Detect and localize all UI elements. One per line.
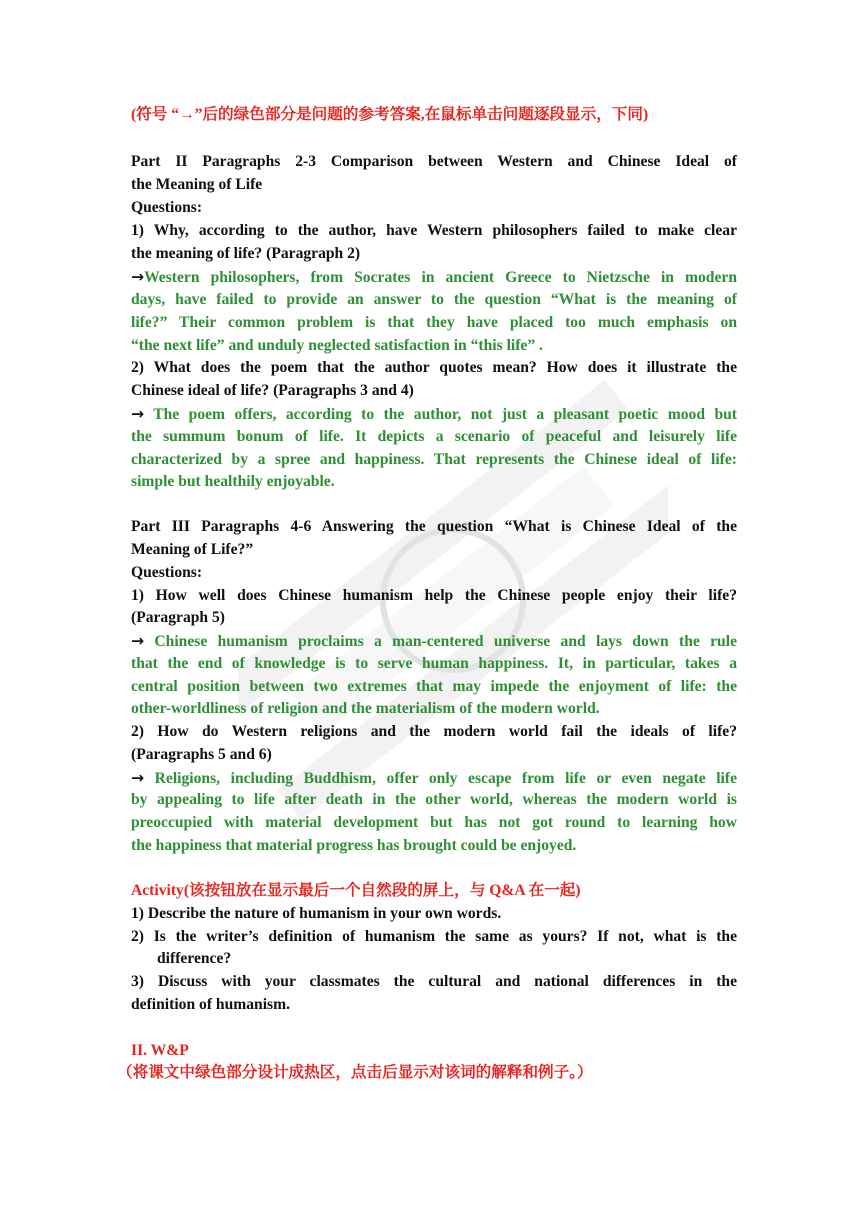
part2-question-2-cont[interactable]: Chinese ideal of life? (Paragraphs 3 and 4) (131, 382, 414, 399)
part2-answer-2-text: The poem offers, according to the author, not just a pleasant poetic mood but (144, 406, 737, 423)
part3-question-2-cont[interactable]: (Paragraphs 5 and 6) (131, 746, 272, 763)
part2-questions-label: Questions: (131, 199, 203, 216)
part2-answer-1-line2: days, have failed to provide an answer to the question “What is the meaning of (131, 291, 737, 308)
part2-heading: Part II Paragraphs 2-3 Comparison between Western and Chinese Ideal of (131, 153, 737, 170)
part3-answer-2-text: Religions, including Buddhism, offer only escape from life or even negate life (144, 770, 737, 787)
part2-heading-cont: the Meaning of Life (131, 176, 263, 193)
part2-answer-1-line3: life?” Their common problem is that they have placed too much emphasis on (131, 314, 737, 331)
activity-item-3-cont: definition of humanism. (131, 996, 290, 1013)
arrow-icon: → (131, 769, 145, 787)
part3-question-2[interactable]: 2) How do Western religions and the modern world fail the ideals of life? (131, 723, 737, 740)
part3-answer-1-text: Chinese humanism proclaims a man-centered universe and lays down the rule (144, 633, 737, 650)
part3-answer-2 (131, 767, 737, 791)
part2-answer-1 (131, 266, 737, 290)
part3-heading-cont: Meaning of Life?” (131, 541, 254, 558)
part3-answer-1 (131, 630, 737, 654)
activity-item-3: 3) Discuss with your classmates the cultural and national differences in the (131, 973, 737, 990)
part2-question-1-cont[interactable]: the meaning of life? (Paragraph 2) (131, 245, 361, 262)
arrow-icon: → (131, 632, 145, 650)
part2-answer-2-line2: the summum bonum of life. It depicts a scenario of peaceful and leisurely life (131, 428, 737, 445)
part3-answer-1-line2: that the end of knowledge is to serve human happiness. It, in particular, takes a (131, 655, 737, 672)
part2-answer-1-text: Western philosophers, from Socrates in ancient Greece to Nietzsche in modern (144, 269, 737, 286)
arrow-icon: → (131, 405, 145, 423)
part3-answer-1-line4: other-worldliness of religion and the materialism of the modern world. (131, 700, 600, 717)
activity-item-2: 2) Is the writer’s definition of humanism the same as yours? If not, what is the (131, 928, 737, 945)
activity-item-2-cont: difference? (157, 950, 232, 967)
answer-note: (符号 “→”后的绿色部分是问题的参考答案,在鼠标单击问题逐段显示，下同) (131, 106, 649, 123)
part3-heading: Part III Paragraphs 4-6 Answering the question “What is Chinese Ideal of the (131, 518, 737, 535)
part2-answer-2-line3: characterized by a spree and happiness. That represents the Chinese ideal of life: (131, 451, 737, 468)
part2-answer-1-line4: “the next life” and unduly neglected satisfaction in “this life” . (131, 337, 543, 354)
part2-question-1[interactable]: 1) Why, according to the author, have Western philosophers failed to make clear (131, 222, 737, 239)
part2-answer-2 (131, 403, 737, 427)
part3-question-1[interactable]: 1) How well does Chinese humanism help the Chinese people enjoy their life? (131, 587, 737, 604)
arrow-icon: → (131, 268, 145, 286)
activity-item-1: 1) Describe the nature of humanism in your own words. (131, 905, 502, 922)
wp-heading: II. W&P (131, 1042, 189, 1059)
activity-title[interactable]: Activity(该按钮放在显示最后一个自然段的屏上，与 Q&A 在一起) (131, 882, 581, 899)
part3-answer-1-line3: central position between two extremes that may impede the enjoyment of life: the (131, 678, 737, 695)
part3-answer-2-line4: the happiness that material progress has brought could be enjoyed. (131, 837, 577, 854)
part3-questions-label: Questions: (131, 564, 203, 581)
part2-answer-2-line4: simple but healthily enjoyable. (131, 473, 335, 490)
wp-note: （将课文中绿色部分设计成热区，点击后显示对该词的解释和例子。） (117, 1064, 593, 1081)
part3-answer-2-line2: by appealing to life after death in the other world, whereas the modern world is (131, 791, 737, 808)
part3-answer-2-line3: preoccupied with material development but has not got round to learning how (131, 814, 737, 831)
part3-question-1-cont[interactable]: (Paragraph 5) (131, 609, 225, 626)
part2-question-2[interactable]: 2) What does the poem that the author quotes mean? How does it illustrate the (131, 359, 737, 376)
